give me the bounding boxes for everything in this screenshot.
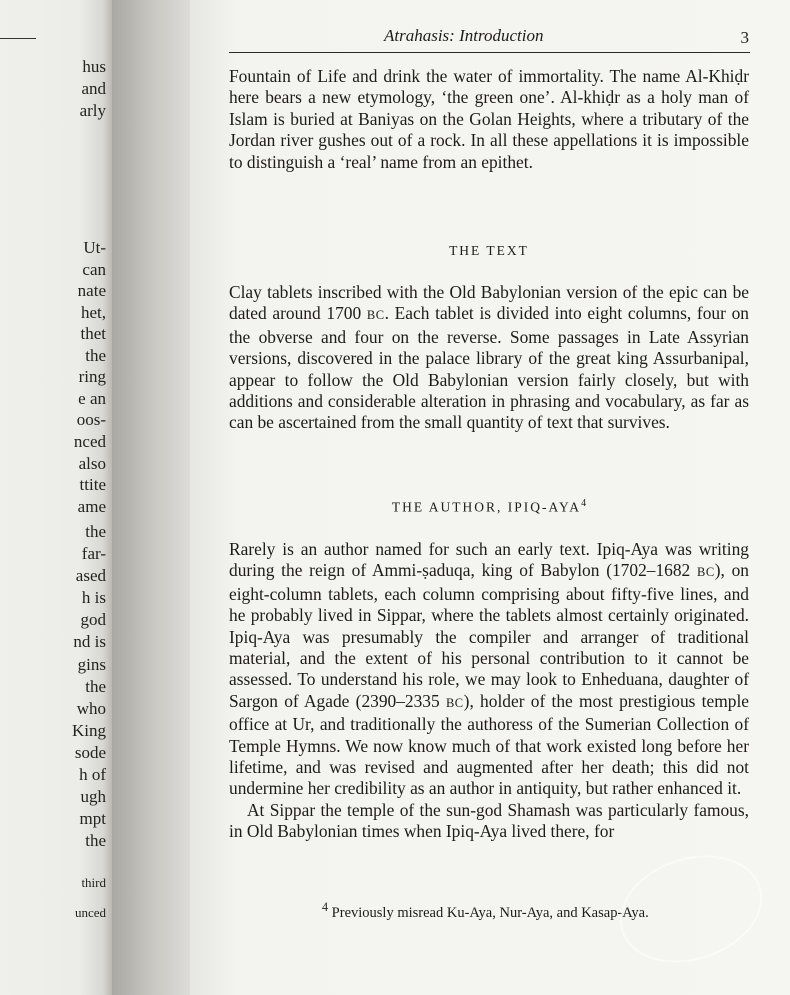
text-part: ), on eight-column tablets, each column comprising about fifty-five lines, and he probably lived in Sippar, where the tablets almost certainly originated. Ipiq-Aya was presumably the compiler and arranger of traditional material, and the extent of his personal contribution to it cannot be assessed. To understand his role, we may look to Enheduana, daughter of Sargon of Agade (2390–2335 xyxy=(229,560,749,711)
text-part: . Each tablet is divided into eight columns, four on the obverse and four on the reverse. Some passages in Late Assyrian versions, discovered in the palace library of the great king Assurbanipal, appear to follow the Old Babylonian version fairly closely, but with additions and considerable alteration in phrasing and vocabulary, as far as can be ascertained from the small quantity of text that survives. xyxy=(229,303,749,433)
left-page-line: arly xyxy=(79,101,106,120)
left-page-line: ugh xyxy=(80,787,106,806)
header-rule xyxy=(229,52,750,53)
era-abbrev: BC xyxy=(366,308,385,323)
left-page-line: god xyxy=(80,610,106,629)
left-page-line: oos- xyxy=(76,410,106,429)
left-page-line: thet xyxy=(80,324,106,343)
page-number: 3 xyxy=(740,28,749,47)
text-part: Rarely is an author named for such an early text. Ipiq-Aya was writing during the reign of Ammi-ṣaduqa, king of Babylon (1702–1682 xyxy=(229,539,749,581)
section-heading-author-label: THE AUTHOR, IPIQ-AYA xyxy=(391,499,582,515)
left-page-line: far- xyxy=(81,544,106,563)
author-section-block xyxy=(229,539,749,843)
left-page-line: unced xyxy=(74,905,106,920)
text-part: Clay tablets inscribed with the Old Babylonian version of the epic can be dated around 1700 xyxy=(229,282,749,324)
section-heading-author xyxy=(229,498,749,516)
author-paragraph-2: At Sippar the temple of the sun-god Shamash was particularly famous, in Old Babylonian times when Ipiq-Aya lived there, for xyxy=(229,799,749,842)
left-page-line: het, xyxy=(80,303,106,322)
left-page-line: ame xyxy=(77,497,106,516)
left-page-rule xyxy=(0,38,36,39)
author-paragraph-1 xyxy=(229,539,749,800)
left-page-line: nate xyxy=(77,281,106,300)
running-head-title: Atrahasis: Introduction xyxy=(384,26,544,45)
left-page-line: can xyxy=(82,260,106,279)
era-abbrev: BC xyxy=(445,695,464,710)
left-page-line: third xyxy=(81,875,106,890)
left-page-line: the xyxy=(85,677,106,696)
text-section-block xyxy=(229,282,749,434)
left-page-line: ased xyxy=(75,566,106,585)
text-part: ), holder of the most prestigious temple office at Ur, and traditionally the authoress of the Sumerian Collection of Temple Hymns. We now know much of that work existed long before her lifetime, and was revised and augmented after her death; this did not undermine her credibility as an author in antiquity, but rather enhanced it. xyxy=(229,690,749,799)
left-page-line: hus xyxy=(82,57,106,76)
left-page-line: mpt xyxy=(79,809,106,828)
left-page-line: the xyxy=(85,522,106,541)
left-page-line: ring xyxy=(78,367,106,386)
left-page-line: Ut- xyxy=(83,238,106,257)
left-page-line: h of xyxy=(79,765,106,784)
left-page-line: also xyxy=(78,454,106,473)
section-heading-text xyxy=(229,243,749,259)
left-page-line: and xyxy=(81,79,106,98)
left-page-line: the xyxy=(85,831,106,850)
facing-page-left xyxy=(0,0,112,995)
left-page-line: King xyxy=(72,721,106,740)
left-page-line: the xyxy=(85,346,106,365)
left-page-line: nced xyxy=(73,432,106,451)
footnote xyxy=(322,900,649,922)
left-page-line: who xyxy=(76,699,106,718)
text-section-paragraph xyxy=(229,282,749,434)
intro-paragraph: Fountain of Life and drink the water of immortality. The name Al-Khiḍr here bears a new etymology, ‘the green one’. Al-khiḍr as a holy man of Islam is buried at Baniyas on the Golan Heights, where a tributary of the Jordan river gushes out of a rock. In all these appellations it is impossible to distinguish a ‘real’ name from an epithet. xyxy=(229,66,749,172)
left-page-line: nd is xyxy=(73,632,106,651)
footnote-marker: 4 xyxy=(322,900,329,914)
left-page-line: h is xyxy=(81,588,106,607)
left-page-line: e an xyxy=(78,389,106,408)
section-heading-text-label: THE TEXT xyxy=(449,243,529,258)
intro-paragraph-block xyxy=(229,66,749,173)
left-page-line: sode xyxy=(74,743,106,762)
left-page-line: ttite xyxy=(79,475,106,494)
running-head xyxy=(229,26,749,48)
era-abbrev: BC xyxy=(697,565,715,580)
footnote-text: Previously misread Ku-Aya, Nur-Aya, and Kasap-Aya. xyxy=(331,904,649,921)
left-page-line: gins xyxy=(77,655,106,674)
footnote-reference: 4 xyxy=(581,498,587,509)
